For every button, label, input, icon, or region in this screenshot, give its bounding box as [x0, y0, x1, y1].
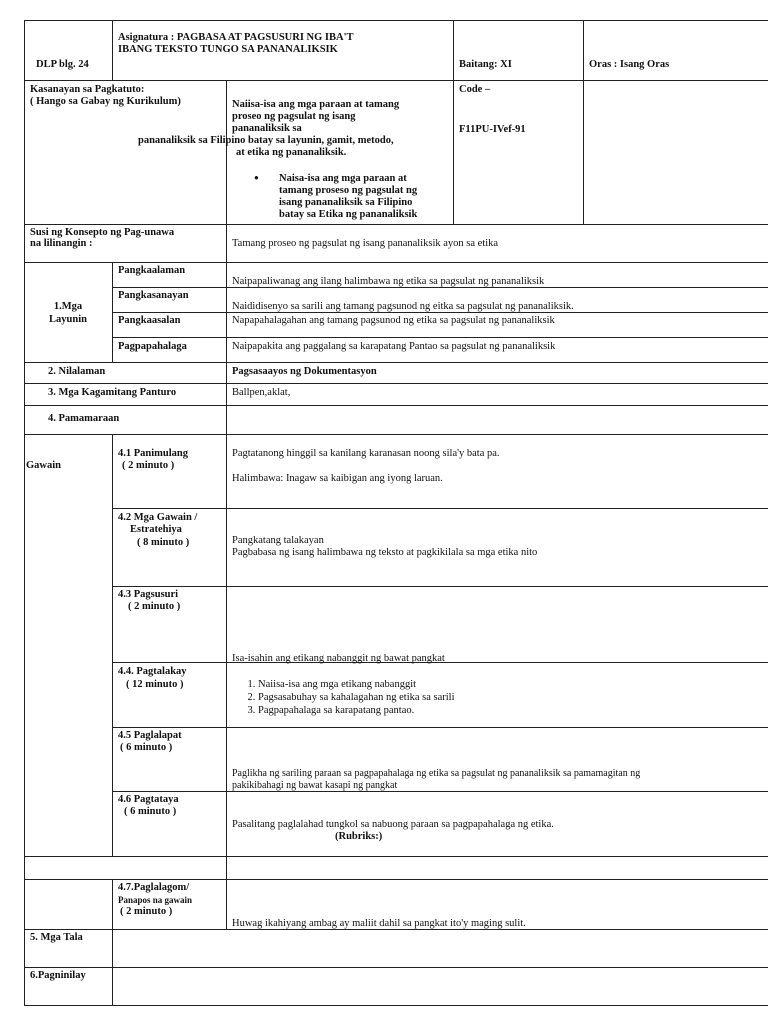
rule — [24, 405, 768, 406]
s42-time: ( 8 minuto ) — [137, 537, 190, 548]
kasanayan-bullet-1: Naisa-isa ang mga paraan at — [279, 173, 407, 184]
layunin-label-1: 1.Mga — [53, 301, 83, 312]
rule — [24, 362, 768, 363]
baitang: Baitang: XI — [459, 59, 512, 70]
layunin-domain-pangkaasalan: Pangkaasalan — [118, 315, 181, 326]
rule — [24, 80, 768, 81]
s43-title: 4.3 Pagsusuri — [118, 589, 179, 600]
rule — [112, 586, 768, 587]
rule — [112, 434, 113, 856]
s45-text-2: pakikibahagi ng bawat kasapi ng pangkat — [232, 780, 398, 791]
kasanayan-text-1: Naiisa-isa ang mga paraan at tamang — [232, 99, 400, 110]
rule — [24, 20, 25, 1005]
asignatura-line-2: IBANG TEKSTO TUNGO SA PANANALIKSIK — [118, 44, 338, 55]
s45-text-1: Paglikha ng sariling paraan sa pagpapahalaga ng etika sa pagsulat ng pananaliksik sa pamamagitan ng — [232, 768, 641, 779]
s44-time: ( 12 minuto ) — [126, 679, 184, 690]
s42-title-2: Estratehiya — [130, 524, 182, 535]
s46-rubrics: (Rubriks:) — [335, 831, 383, 842]
rule — [24, 434, 768, 435]
rule — [112, 791, 768, 792]
s46-text: Pasalitang paglalahad tungkol sa nabuong paraan sa pagpapahalaga ng etika. — [232, 819, 554, 830]
s47-text: Huwag ikahiyang ambag ay maliit dahil sa pangkat ito'y maging sulit. — [232, 918, 526, 929]
s42-title-1: 4.2 Mga Gawain / — [118, 512, 198, 523]
s41-title: 4.1 Panimulang — [118, 448, 189, 459]
tala-label: 5. Mga Tala — [30, 932, 83, 943]
layunin-text-pangkaasalan: Napapahalagahan ang tamang pagsunod ng etika sa pagsulat ng pananaliksik — [232, 315, 555, 326]
rule — [453, 20, 454, 224]
s47-time: ( 2 minuto ) — [120, 906, 173, 917]
layunin-domain-pangkasanayan: Pangkasanayan — [118, 290, 189, 301]
layunin-text-pangkasanayan: Naididisenyo sa sarili ang tamang pagsunod ng eitka sa pagsulat ng pananaliksik. — [232, 301, 574, 312]
layunin-text-pangkaalaman: Naipapaliwanag ang ilang halimbawa ng etika sa pagsulat ng pananaliksik — [232, 276, 545, 287]
kasanayan-text-2: proseo ng pagsulat ng isang — [232, 111, 356, 122]
nilalaman-text: Pagsasaayos ng Dokumentasyon — [232, 366, 377, 377]
bullet-icon: ● — [254, 173, 259, 182]
rule — [226, 80, 227, 434]
s41-time: ( 2 minuto ) — [122, 460, 175, 471]
rule — [24, 856, 768, 857]
s43-text: Isa-isahin ang etikang nabanggit ng bawat pangkat — [232, 653, 445, 664]
dlp-number: DLP blg. 24 — [36, 59, 89, 70]
layunin-label-2: Layunin — [49, 314, 87, 325]
rule — [112, 508, 768, 509]
list-item: 2. Pagsasabuhay sa kahalagahan ng etika sa sarili — [258, 691, 455, 704]
susi-label-1: Susi ng Konsepto ng Pag-unawa — [30, 227, 175, 238]
list-item: 3. Pagpapahalaga sa karapatang pantao. — [258, 704, 455, 717]
kasanayan-text-4: pananaliksik sa Filipino batay sa layunin, gamit, metodo, — [138, 135, 394, 146]
rule — [226, 434, 227, 929]
rule — [112, 262, 113, 362]
s45-title: 4.5 Paglalapat — [118, 730, 182, 741]
layunin-domain-pangkaalaman: Pangkaalaman — [118, 265, 186, 276]
layunin-domain-pagpapahalaga: Pagpapahalaga — [118, 341, 187, 352]
nilalaman-label: 2. Nilalaman — [48, 366, 106, 377]
rule — [24, 224, 768, 225]
s47-title: 4.7.Paglalagom/ — [118, 882, 190, 893]
rule — [24, 262, 768, 263]
asignatura-line-1: Asignatura : PAGBASA AT PAGSUSURI NG IBA'T — [118, 32, 354, 43]
kasanayan-text-3: pananaliksik sa — [232, 123, 302, 134]
s45-time: ( 6 minuto ) — [120, 742, 173, 753]
s42-text-1: Pangkatang talakayan — [232, 535, 324, 546]
code-value: F11PU-IVef-91 — [459, 124, 526, 135]
layunin-text-pagpapahalaga: Naipapakita ang paggalang sa karapatang Pantao sa pagsulat ng pananaliksik — [232, 341, 556, 352]
rule — [24, 20, 768, 21]
s46-title: 4.6 Pagtataya — [118, 794, 179, 805]
rule — [112, 879, 113, 1005]
kagamitan-text: Ballpen,aklat, — [232, 387, 291, 398]
kasanayan-bullet-4: batay sa Etika ng pananaliksik — [279, 209, 418, 220]
rule — [24, 967, 768, 968]
s41-text-2: Halimbawa: Inagaw sa kaibigan ang iyong laruan. — [232, 473, 443, 484]
s44-list — [232, 678, 455, 717]
rule — [112, 337, 768, 338]
rule — [583, 20, 584, 224]
gawain-label: Gawain — [26, 460, 62, 471]
s46-time: ( 6 minuto ) — [124, 806, 177, 817]
kasanayan-bullet-3: isang pananaliksik sa Filipino — [279, 197, 413, 208]
rule — [24, 879, 768, 880]
s47-subtitle: Panapos na gawain — [118, 895, 193, 905]
rule — [112, 20, 113, 80]
pamamaraan-label: 4. Pamamaraan — [48, 413, 120, 424]
rule — [24, 383, 768, 384]
oras: Oras : Isang Oras — [589, 59, 670, 70]
code-label: Code – — [459, 84, 491, 95]
kasanayan-text-5: at etika ng pananaliksik. — [236, 147, 347, 158]
list-item: 1. Naiisa-isa ang mga etikang nabanggit — [258, 678, 455, 691]
s44-title: 4.4. Pagtalakay — [118, 666, 187, 677]
kagamitan-label: 3. Mga Kagamitang Panturo — [48, 387, 177, 398]
susi-label-2: na lilinangin : — [30, 238, 93, 249]
rule — [24, 1005, 768, 1006]
s41-text-1: Pagtatanong hinggil sa kanilang karanasan noong sila'y bata pa. — [232, 448, 500, 459]
s43-time: ( 2 minuto ) — [128, 601, 181, 612]
pagninilay-label: 6.Pagninilay — [30, 970, 86, 981]
kasanayan-bullet-2: tamang proseso ng pagsulat ng — [279, 185, 418, 196]
kasanayan-label-2: ( Hango sa Gabay ng Kurikulum) — [30, 96, 181, 107]
kasanayan-label-1: Kasanayan sa Pagkatuto: — [30, 84, 145, 95]
s42-text-2: Pagbabasa ng isang halimbawa ng teksto at pagkikilala sa mga etika nito — [232, 547, 538, 558]
susi-text: Tamang proseo ng pagsulat ng isang pananaliksik ayon sa etika — [232, 238, 499, 249]
rule — [112, 727, 768, 728]
